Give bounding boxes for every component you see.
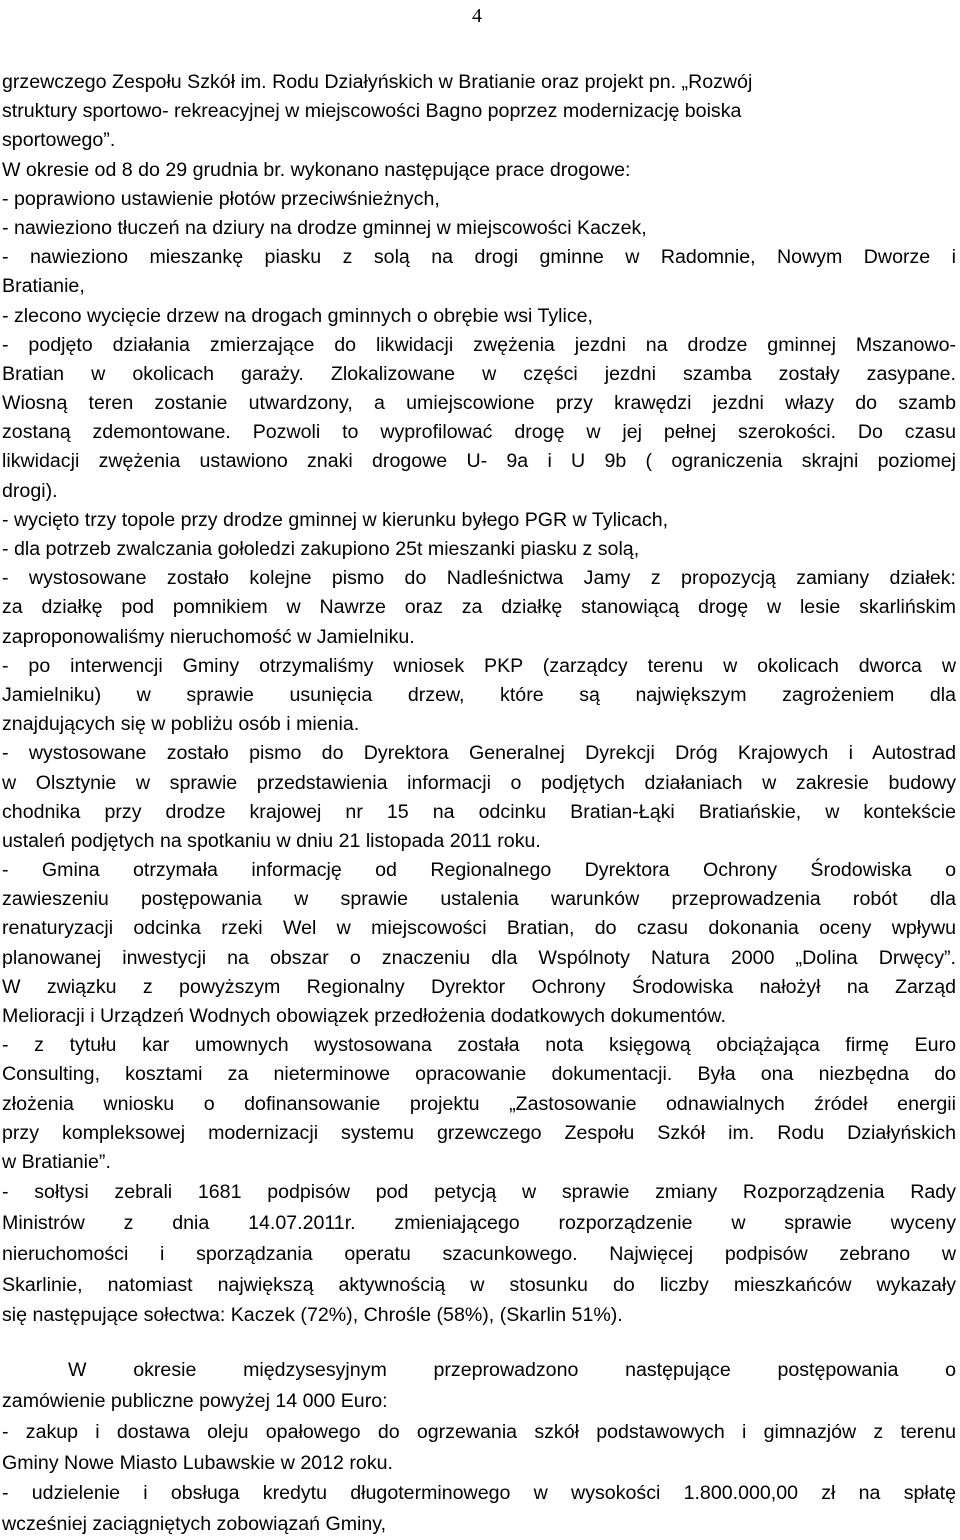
text-line: likwidacji zwężenia ustawiono znaki drogowe U- 9a i U 9b ( ograniczenia skrajni poziomej: [2, 450, 956, 473]
text-line: znajdujących się w pobliżu osób i mienia.: [2, 713, 360, 736]
text-line: Bratianie,: [2, 275, 85, 298]
text-line: za działkę pod pomnikiem w Nawrze oraz za działkę stanowiącą drogę w lesie skarlińskim: [2, 596, 956, 619]
text-line: Ministrów z dnia 14.07.2011r. zmieniającego rozporządzenie w sprawie wyceny: [2, 1211, 956, 1234]
text-line: w Olsztynie w sprawie przedstawienia informacji o podjętych działaniach w zakresie budowy: [2, 771, 956, 794]
text-line: - nawieziono mieszankę piasku z solą na drogi gminne w Radomnie, Nowym Dworze i: [2, 246, 956, 269]
text-line: sportowego”.: [2, 129, 116, 152]
text-line: ustaleń podjętych na spotkaniu w dniu 21 listopada 2011 roku.: [2, 829, 541, 852]
text-line: - sołtysi zebrali 1681 podpisów pod petycją w sprawie zmiany Rozporządzenia Rady: [2, 1181, 956, 1204]
text-line: chodnika przy drodze krajowej nr 15 na odcinku Bratian-Łąki Bratiańskie, w kontekście: [2, 800, 956, 823]
text-line: - Gmina otrzymała informację od Regionalnego Dyrektora Ochrony Środowiska o: [2, 859, 956, 882]
text-line: Skarlinie, natomiast największą aktywnością w stosunku do liczby mieszkańców wykazały: [2, 1273, 956, 1296]
text-line: grzewczego Zespołu Szkół im. Rodu Działyńskich w Bratianie oraz projekt pn. „Rozwój: [2, 71, 753, 93]
text-line: - wystosowane zostało kolejne pismo do Nadleśnictwa Jamy z propozycją zamiany działek:: [2, 567, 956, 590]
text-line: zawieszeniu postępowania w sprawie ustalenia warunków przeprowadzenia robót dla: [2, 888, 956, 911]
text-line: W okresie od 8 do 29 grudnia br. wykonano następujące prace drogowe:: [2, 158, 631, 181]
text-line: - wycięto trzy topole przy drodze gminnej w kierunku byłego PGR w Tylicach,: [2, 508, 669, 531]
text-line: - wystosowane zostało pismo do Dyrektora Generalnej Dyrekcji Dróg Krajowych i Autostrad: [2, 742, 956, 765]
text-line: - dla potrzeb zwalczania gołoledzi zakupiono 25t mieszanki piasku z solą,: [2, 538, 640, 560]
text-line: Consulting, kosztami za nieterminowe opracowanie dokumentacji. Była ona niezbędna do: [2, 1063, 956, 1086]
text-line: - zlecono wycięcie drzew na drogach gminnych o obrębie wsi Tylice,: [2, 304, 593, 327]
text-line: Gminy Nowe Miasto Lubawskie w 2012 roku.: [2, 1451, 393, 1474]
document-body: [2, 68, 956, 1540]
text-line: Bratian w okolicach garaży. Zlokalizowane w części jezdni szamba zostały zasypane.: [2, 362, 956, 385]
text-line: zamówienie publiczne powyżej 14 000 Euro:: [2, 1389, 388, 1412]
text-line: nieruchomości i sporządzania operatu szacunkowego. Najwięcej podpisów zebrano w: [2, 1242, 956, 1265]
paragraph-gap: [2, 1331, 956, 1355]
text-line: drogi).: [2, 479, 58, 502]
text-line: Wiosną teren zostanie utwardzony, a umiejscowione przy krawędzi jezdni włazy do szamb: [2, 392, 956, 415]
text-line: W okresie międzysesyjnym przeprowadzono następujące postępowania o: [68, 1359, 956, 1382]
text-line: - poprawiono ustawienie płotów przeciwśnieżnych,: [2, 187, 440, 210]
text-line: - zakup i dostawa oleju opałowego do ogrzewania szkół podstawowych i gimnazjów z terenu: [2, 1420, 956, 1443]
text-line: zostaną zdemontowane. Pozwoli to wyprofilować drogę w jej pełnej szerokości. Do czasu: [2, 421, 956, 444]
text-line: planowanej inwestycji na obszar o znaczeniu dla Wspólnoty Natura 2000 „Dolina Drwęcy”.: [2, 946, 956, 969]
paragraph-block-1: [2, 68, 956, 1177]
text-line: się następujące sołectwa: Kaczek (72%), Chrośle (58%), (Skarlin 51%).: [2, 1304, 623, 1327]
text-line: przy kompleksowej modernizacji systemu grzewczego Zespołu Szkół im. Rodu Działyńskich: [2, 1121, 956, 1144]
text-line: w Bratianie”.: [2, 1150, 111, 1173]
text-line: - po interwencji Gminy otrzymaliśmy wniosek PKP (zarządcy terenu w okolicach dworca w: [2, 654, 956, 677]
text-line: - udzielenie i obsługa kredytu długoterminowego w wysokości 1.800.000,00 zł na spłatę: [2, 1482, 956, 1505]
text-line: Jamielniku) w sprawie usunięcia drzew, które są największym zagrożeniem dla: [2, 683, 956, 706]
paragraph-block-3: [2, 1355, 956, 1540]
text-line: renaturyzacji odcinka rzeki Wel w miejscowości Bratian, do czasu dokonania oceny wpływu: [2, 917, 956, 940]
text-line: - z tytułu kar umownych wystosowana została nota księgową obciążająca firmę Euro: [2, 1034, 956, 1057]
page-number: 4: [472, 5, 482, 27]
text-line: wcześniej zaciągniętych zobowiązań Gminy,: [2, 1513, 387, 1536]
text-line: W związku z powyższym Regionalny Dyrektor Ochrony Środowiska nałożył na Zarząd: [2, 975, 956, 998]
text-line: Melioracji i Urządzeń Wodnych obowiązek przedłożenia dodatkowych dokumentów.: [2, 1005, 726, 1027]
text-line: złożenia wniosku o dofinansowanie projektu „Zastosowanie odnawialnych źródeł energii: [2, 1092, 956, 1115]
paragraph-block-2: [2, 1177, 956, 1331]
text-line: zaproponowaliśmy nieruchomość w Jamielniku.: [2, 625, 415, 648]
text-line: struktury sportowo- rekreacyjnej w miejscowości Bagno poprzez modernizację boiska: [2, 100, 742, 123]
text-line: - podjęto działania zmierzające do likwidacji zwężenia jezdni na drodze gminnej Mszanowo-: [2, 333, 956, 356]
text-line: - nawieziono tłuczeń na dziury na drodze gminnej w miejscowości Kaczek,: [2, 216, 647, 239]
